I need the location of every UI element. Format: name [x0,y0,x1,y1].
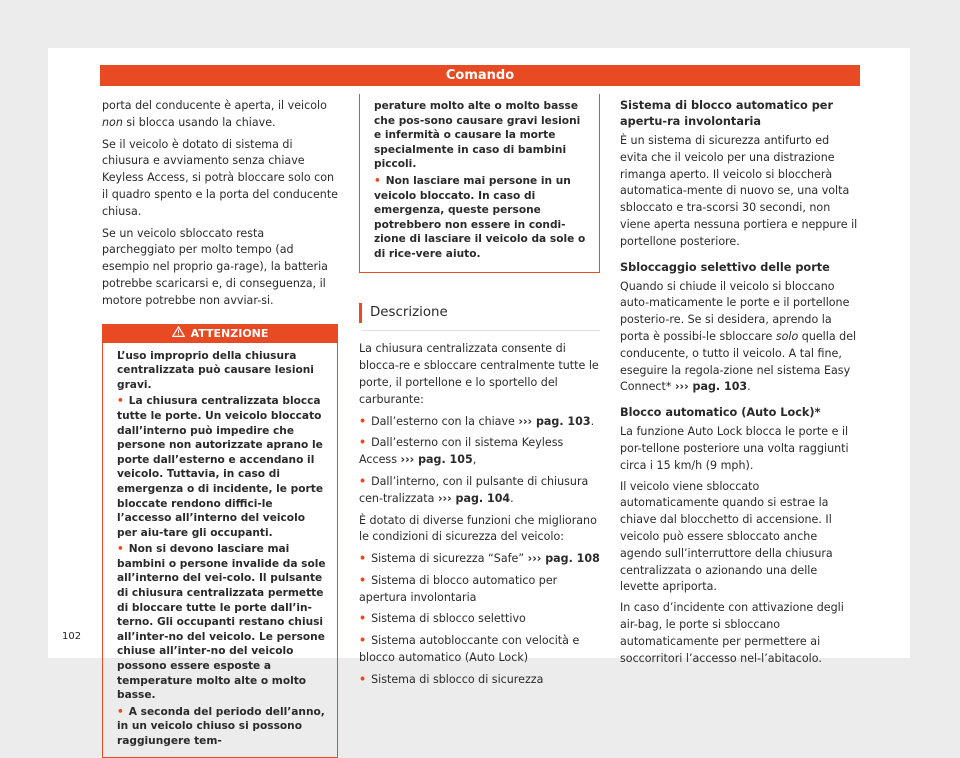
warning-body [360,94,599,272]
bullet-icon: • [374,174,381,187]
paragraph: Il veicolo viene sbloccato automaticamente quando si estrae la chiave dal blocchetto di accensione. Il veicolo può essere sbloccato anche agendo sull’interruttore della chiusura centralizzata o azionando una delle levette apriporta. [620,479,833,594]
bullet-icon: • [117,395,124,408]
list-item: • Sistema autobloccante con velocità e blocco automatico (Auto Lock) [359,634,580,665]
list-item: • Sistema di blocco automatico per apertura involontaria [359,573,558,604]
warning-triangle-icon [172,325,185,343]
warning-box [102,324,338,758]
bullet-icon: • [359,634,367,648]
bullet-icon: • [359,552,367,566]
list-item: • Sistema di sblocco selettivo [359,612,526,626]
page-reference-link[interactable]: ››› pag. 104 [437,491,511,505]
paragraph: È un sistema di sicurezza antifurto ed evita che il veicolo per una distrazione rimanga aperto. Il veicolo si bloccherà automatica-mente di nuovo se, una volta sbloccato e tra-scorsi 30 secondi, non viene aperta nessuna portiera e neppure il portellone posteriore. [620,134,858,248]
bullet-icon: • [359,672,367,686]
warning-bullet: • La chiusura centralizzata blocca tutte le porte. Un veicolo bloccato dall’interno può impedire che persone non autorizzate aprano le porte dall’esterno e accendano il veicolo. Tuttavia, in caso di emergenza o di incidente, le porte bloccate rendono diffici-le l’accesso all’interno del veicolo per aiu-tare gli occupanti. [117,395,324,539]
section-title: Descrizione [359,303,600,324]
paragraph: Se il veicolo è dotato di sistema di chiusura e avviamento senza chiave Keyless Access, si potrà bloccare solo con il quadro spento e la porta del conducente chiusa. [102,137,338,218]
paragraph: Se un veicolo sbloccato resta parcheggiato per molto tempo (ad esempio nel proprio ga-rage), la batteria potrebbe scaricarsi e, di conseguenza, il motore potrebbe non avviar-si. [102,226,328,307]
list-item: • Dall’esterno con la chiave ››› pag. 103. [359,414,595,428]
warning-bullet: • Non si devono lasciare mai bambini o persone invalide da sole all’interno del vei-colo. Il pulsante di chiusura centralizzata permette di bloccare tutte le porte dall’in-terno. Gli occupanti restano chiusi all’inter-no del veicolo. Le persone chiuse all’inter-no del veicolo possono essere esposte a temperature molto alte o molto basse. [117,543,326,702]
paragraph: Quando si chiude il veicolo si bloccano auto-maticamente le porte e il portellone posterio-re. Se si desidera, aprendo la porta è possibi-le sbloccare solo quella del conducente, o tutto il veicolo. A tal fine, eseguire la regola-zione nel sistema Easy Connect* ››› pag. 103. [620,279,857,394]
subheading: Sistema di blocco automatico per apertu-ra involontaria [620,99,834,128]
paragraph: porta del conducente è aperta, il veicolo non si blocca usando la chiave. [102,99,327,129]
list-item: • Sistema di sblocco di sicurezza [359,672,544,686]
column-middle [359,94,600,694]
warning-header [103,325,337,343]
column-right [620,98,858,671]
paragraph: La funzione Auto Lock blocca le porte e il por-tellone posteriore una volta raggiunti circa i 15 km/h (9 mph). [620,425,849,472]
list-item: • Sistema di sicurezza “Safe” ››› pag. 108 [359,552,600,566]
page-reference-link[interactable]: ››› pag. 105 [400,453,473,467]
page-reference-link[interactable]: ››› pag. 103 [674,380,748,394]
warning-bullet: • Non lasciare mai persone in un veicolo bloccato. In caso di emergenza, queste persone potrebbero non essere in condi-zione di lasciare il veicolo da sole o di rice-vere aiuto. [374,174,586,260]
warning-bullet: • A seconda del periodo dell’anno, in un veicolo chiuso si possono raggiungere tem- [117,705,325,747]
bullet-icon: • [359,474,367,488]
bullet-icon: • [359,436,367,450]
page-number: 102 [62,631,82,642]
paragraph: La chiusura centralizzata consente di blocca-re e sbloccare centralmente tutte le porte, il portellone e lo sportello del carburante: [359,342,599,406]
warning-box-continued [359,94,600,273]
paragraph: In caso d’incidente con attivazione degli air-bag, le porte si sbloccano automaticamente per permettere ai soccorritori l’accesso nel-l’abitacolo. [620,601,844,665]
list-item: • Dall’esterno con il sistema Keyless Access ››› pag. 105, [359,436,564,467]
warning-paragraph: perature molto alte o molto basse che pos-sono causare gravi lesioni e infermità o causare la morte specialmente in caso di bambini piccoli. [374,100,581,171]
paragraph: È dotato di diverse funzioni che migliorano le condizioni di sicurezza del veicolo: [359,513,597,544]
chapter-header: Comando [100,65,860,86]
bullet-icon: • [117,543,124,556]
bullet-icon: • [359,573,367,587]
bullet-icon: • [117,705,124,718]
bullet-icon: • [359,414,367,428]
column-left [102,98,338,758]
bullet-icon: • [359,612,367,626]
subheading: Blocco automatico (Auto Lock)* [620,406,821,420]
page-reference-link[interactable]: ››› pag. 108 [527,552,600,566]
subheading: Sbloccaggio selettivo delle porte [620,260,830,274]
page-reference-link[interactable]: ››› pag. 103 [518,414,591,428]
list-item: • Dall’interno, con il pulsante di chiusura cen-tralizzata ››› pag. 104. [359,474,589,505]
warning-title: ATTENZIONE [190,326,269,340]
warning-intro: L’uso improprio della chiusura centralizzata può causare lesioni gravi. [117,349,314,391]
warning-body [103,343,337,757]
